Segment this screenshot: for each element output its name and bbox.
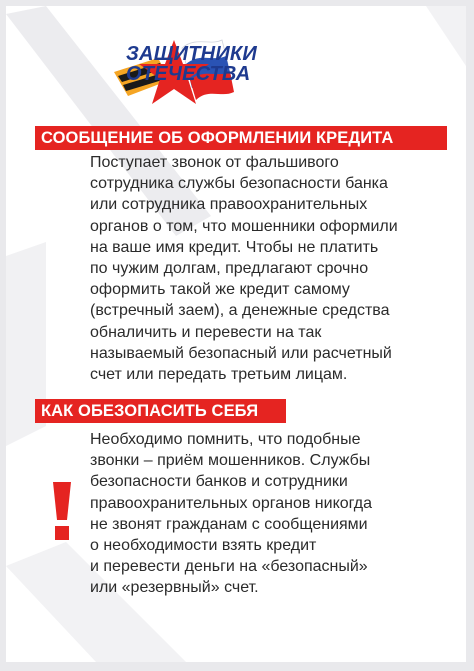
section2-heading: КАК ОБЕЗОПАСИТЬ СЕБЯ — [35, 399, 286, 423]
text-line: не звонят гражданам с сообщениями — [90, 515, 368, 533]
text-line: звонки – приём мошенников. Службы — [90, 452, 371, 470]
text-line: правоохранительных органов никогда — [90, 494, 372, 512]
text-line: органов о том, что мошенники оформили — [90, 217, 398, 235]
text-line: обналичить и перевести на так — [90, 323, 322, 341]
text-line: счет или передать третьим лицам. — [90, 366, 348, 384]
text-line: о необходимости взять кредит — [90, 537, 317, 555]
text-line: называемый безопасный или расчетный — [90, 344, 392, 362]
text-line: безопасности банков и сотрудники — [90, 473, 348, 491]
gray-stripe-right — [426, 6, 466, 66]
text-line: Необходимо помнить, что подобные — [90, 431, 361, 448]
text-line: Поступает звонок от фальшивого — [90, 154, 339, 171]
section2-text — [90, 429, 435, 599]
logo-title-line1: ЗАЩИТНИКИ — [126, 43, 257, 65]
section1-text — [90, 152, 435, 385]
text-line: или «резервный» счет. — [90, 579, 259, 597]
logo-title — [126, 44, 266, 84]
text-line: и перевести деньги на «безопасный» — [90, 558, 368, 576]
text-line: на ваше имя кредит. Чтобы не платить — [90, 238, 379, 256]
text-line: по чужим долгам, предлагают срочно — [90, 260, 369, 278]
text-line: или сотрудника правоохранительных — [90, 196, 368, 214]
exclamation-icon — [50, 482, 74, 542]
logo-title-line2: ОТЕЧЕСТВА — [126, 63, 251, 85]
leaflet-page — [6, 6, 466, 662]
text-line: оформить такой же кредит самому — [90, 281, 350, 299]
text-line: сотрудника службы безопасности банка — [90, 175, 388, 193]
section1-heading: СООБЩЕНИЕ ОБ ОФОРМЛЕНИИ КРЕДИТА — [35, 126, 447, 150]
text-line: (встречный заем), а денежные средства — [90, 302, 390, 320]
